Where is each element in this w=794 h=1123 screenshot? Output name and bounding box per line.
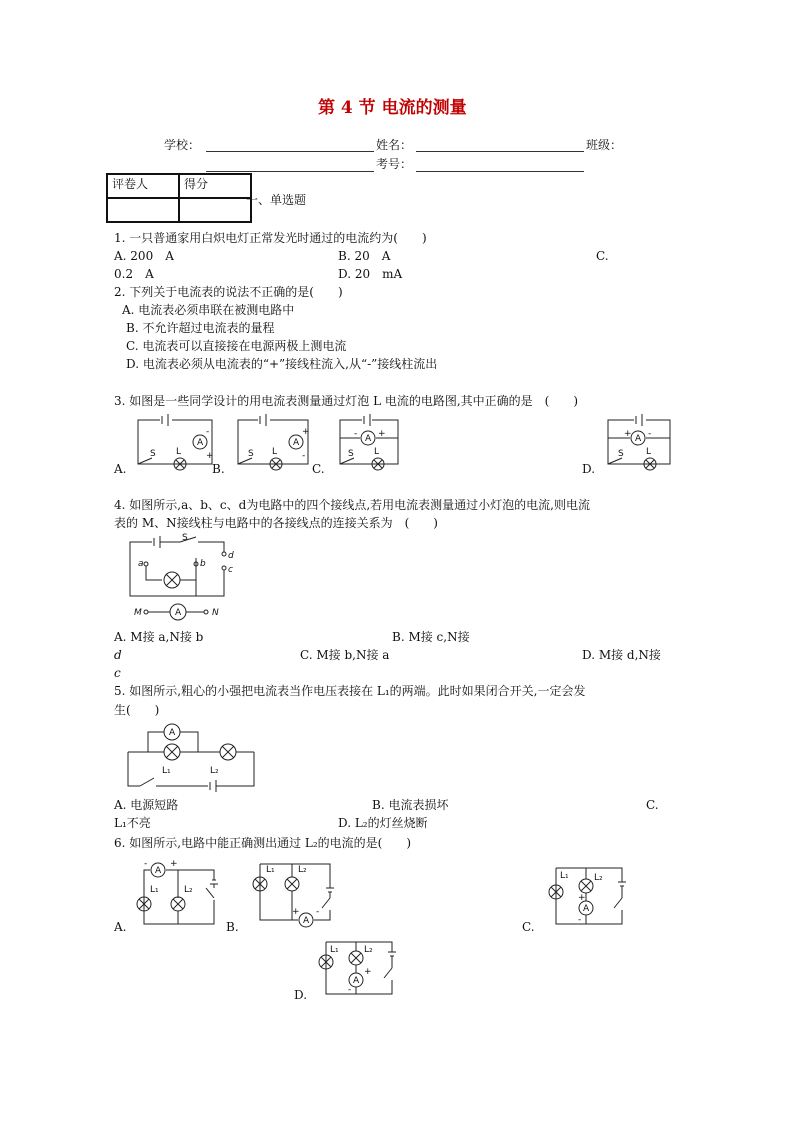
score-header-grader: 评卷人 [107,174,179,198]
name-field[interactable] [416,150,584,152]
q1-stem: 1. 一只普通家用白炽电灯正常发光时通过的电流约为( ) [114,231,427,245]
minus-sign: - [316,907,320,917]
terminal-m-label: M [134,608,142,618]
lamp2-label: L₂ [298,865,307,875]
q4-option-c[interactable]: C. M接 b,N接 a [300,648,390,662]
q5-option-d[interactable]: D. L₂的灯丝烧断 [338,816,428,830]
school-label: 学校： [164,138,201,152]
point-c-label: c [228,565,233,575]
q6-option-d[interactable]: D. [294,988,308,1002]
q4-option-d-tail: c [114,666,121,680]
q4-circuit [126,533,236,622]
q6-circuit-c [540,862,640,930]
q3-option-c[interactable]: C. [312,462,325,476]
q4-stem-line1: 4. 如图所示,a、b、c、d为电路中的四个接线点,若用电流表测量通过小灯泡的电流,则电流 [114,498,590,512]
q2-stem: 2. 下列关于电流表的说法不正确的是( ) [114,285,343,299]
q5-option-b[interactable]: B. 电流表损坏 [372,798,449,812]
terminal-n-label: N [212,608,219,618]
lamp-label: L [176,447,182,457]
q5-stem-line1: 5. 如图所示,粗心的小强把电流表当作电压表接在 L₁的两端。此时如果闭合开关,一定会发 [114,684,586,698]
q3-stem: 3. 如图是一些同学设计的用电流表测量通过灯泡 L 电流的电路图,其中正确的是 ( ) [114,394,579,408]
lamp1-label: L₁ [560,871,569,881]
minus-sign: - [144,859,148,869]
switch-label: S [348,449,354,459]
q3-circuit-a [130,414,220,474]
q2-option-c[interactable]: C. 电流表可以直接接在电源两极上测电流 [126,339,347,353]
q3-option-a[interactable]: A. [114,462,127,476]
plus-sign: + [364,967,372,977]
q4-option-b[interactable]: B. M接 c,N接 [392,630,470,644]
ammeter-label: A [365,434,372,444]
switch-label: S [618,449,624,459]
q3-option-b[interactable]: B. [212,462,225,476]
score-table [106,173,252,223]
q1-option-c[interactable]: C. [596,249,609,263]
ammeter-label: A [175,608,182,618]
ammeter-label: A [353,976,360,986]
name-label: 姓名： [376,138,413,152]
q3-circuit-c [336,414,426,474]
minus-sign: - [302,451,306,461]
switch-label: S [248,449,254,459]
ammeter-label: A [197,438,204,448]
examno-label: 考号： [376,157,413,171]
q6-circuit-a [130,858,230,930]
q3-circuit-b [232,414,322,474]
lamp2-label: L₂ [210,766,219,776]
minus-sign: - [354,429,358,439]
q1-option-b[interactable]: B. 20 A [338,249,391,263]
plus-sign: + [302,427,310,437]
q6-circuit-b [248,858,348,930]
grader-cell[interactable] [107,198,179,222]
q4-stem-line2: 表的 M、N接线柱与电路中的各接线点的连接关系为 ( ) [114,516,438,530]
q6-circuit-d [312,938,412,998]
ammeter-label: A [293,438,300,448]
section-heading: 一、单选题 [246,193,307,207]
plus-sign: + [378,429,386,439]
point-b-label: b [200,559,206,569]
plus-sign: + [292,907,300,917]
school-field[interactable] [206,150,374,152]
q1-option-c-value: 0.2 A [114,267,154,281]
score-cell[interactable] [179,198,251,222]
point-d-label: d [228,551,234,561]
q5-option-c-tail: L₁不亮 [114,816,151,830]
q3-circuit-d [604,414,684,474]
q5-circuit [126,718,266,792]
q6-option-a[interactable]: A. [114,920,127,934]
minus-sign: - [578,915,582,925]
minus-sign: - [648,429,652,439]
q5-option-c[interactable]: C. [646,798,659,812]
plus-sign: + [578,893,586,903]
q2-option-a[interactable]: A. 电流表必须串联在被测电路中 [122,303,295,317]
q2-option-d[interactable]: D. 电流表必须从电流表的“+”接线柱流入,从“-”接线柱流出 [126,357,438,371]
q4-option-b-tail: d [114,648,122,662]
lamp2-label: L₂ [184,885,193,895]
q1-option-d[interactable]: D. 20 mA [338,267,403,281]
ammeter-label: A [583,904,590,914]
q2-option-b[interactable]: B. 不允许超过电流表的量程 [126,321,275,335]
ammeter-label: A [155,866,162,876]
lamp-label: L [646,447,652,457]
switch-label: S [182,533,188,543]
lamp1-label: L₁ [150,885,159,895]
lamp1-label: L₁ [266,865,275,875]
ammeter-label: A [303,916,310,926]
ammeter-label: A [169,728,176,738]
lamp1-label: L₁ [162,766,171,776]
q5-stem-line2: 生( ) [114,703,160,717]
class-label: 班级： [586,138,623,152]
minus-sign: - [206,427,210,437]
q6-option-c[interactable]: C. [522,920,535,934]
q6-stem: 6. 如图所示,电路中能正确测出通过 L₂的电流的是( ) [114,836,412,850]
ammeter-label: A [635,434,642,444]
score-header-score: 得分 [179,174,251,198]
plus-sign: + [206,451,214,461]
lamp-label: L [374,447,380,457]
switch-label: S [150,449,156,459]
examno-field[interactable] [416,170,584,172]
q4-option-a[interactable]: A. M接 a,N接 b [114,630,204,644]
q3-option-d[interactable]: D. [582,462,596,476]
lamp1-label: L₁ [330,945,339,955]
lamp2-label: L₂ [594,873,603,883]
q6-option-b[interactable]: B. [226,920,239,934]
plus-sign: + [170,859,178,869]
point-a-label: a [138,559,144,569]
q5-option-a[interactable]: A. 电源短路 [114,798,179,812]
plus-sign: + [624,429,632,439]
lamp-label: L [272,447,278,457]
minus-sign: - [348,985,352,995]
lamp2-label: L₂ [364,945,373,955]
page-title: 第 4 节 电流的测量 [318,98,467,118]
q4-option-d[interactable]: D. M接 d,N接 [582,648,661,662]
q1-option-a[interactable]: A. 200 A [114,249,174,263]
class-field[interactable] [206,170,374,172]
